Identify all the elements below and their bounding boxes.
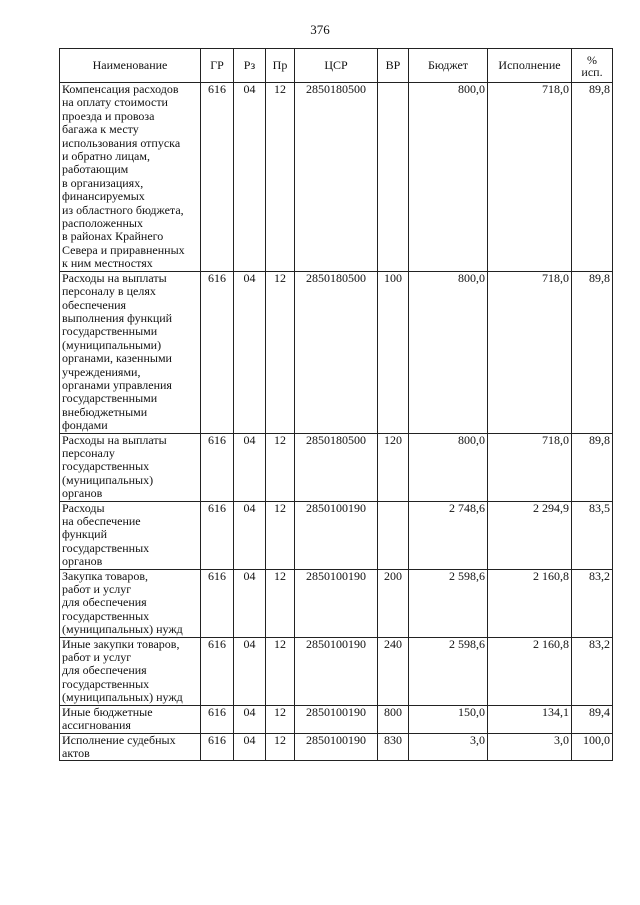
row-csr: 2850100190: [295, 733, 378, 761]
header-vr: ВР: [378, 49, 409, 83]
row-gr: 616: [201, 501, 234, 569]
row-execution: 3,0: [488, 733, 572, 761]
table-row: [60, 83, 613, 272]
row-csr: 2850180500: [295, 83, 378, 272]
header-csr: ЦСР: [295, 49, 378, 83]
row-csr: 2850100190: [295, 637, 378, 705]
row-rz: 04: [234, 637, 266, 705]
row-percent: 89,8: [572, 271, 613, 433]
row-vr: 830: [378, 733, 409, 761]
row-gr: 616: [201, 569, 234, 637]
row-name: Иные бюджетные ассигнования: [60, 705, 201, 733]
row-pr: 12: [266, 271, 295, 433]
row-csr: 2850100190: [295, 705, 378, 733]
row-name: Расходы на обеспечение функций государственных органов: [60, 501, 201, 569]
table-row: [60, 705, 613, 733]
row-rz: 04: [234, 83, 266, 272]
row-name: Закупка товаров, работ и услуг для обеспечения государственных (муниципальных) нужд: [60, 569, 201, 637]
row-vr: 100: [378, 271, 409, 433]
row-percent: 89,8: [572, 433, 613, 501]
row-pr: 12: [266, 733, 295, 761]
row-budget: 2 598,6: [409, 569, 488, 637]
row-budget: 800,0: [409, 271, 488, 433]
row-gr: 616: [201, 271, 234, 433]
row-budget: 2 748,6: [409, 501, 488, 569]
row-pr: 12: [266, 705, 295, 733]
row-execution: 718,0: [488, 271, 572, 433]
row-csr: 2850100190: [295, 501, 378, 569]
row-name: Расходы на выплаты персоналу в целях обеспечения выполнения функций государственными (муниципальными) органами, казенными учреждениями, органами управления государственными внебюджетными фондами: [60, 271, 201, 433]
row-gr: 616: [201, 733, 234, 761]
header-row: [60, 49, 613, 83]
row-rz: 04: [234, 733, 266, 761]
table-row: [60, 569, 613, 637]
row-execution: 2 294,9: [488, 501, 572, 569]
row-vr: [378, 501, 409, 569]
row-budget: 2 598,6: [409, 637, 488, 705]
row-vr: 240: [378, 637, 409, 705]
row-rz: 04: [234, 569, 266, 637]
row-budget: 800,0: [409, 83, 488, 272]
row-rz: 04: [234, 433, 266, 501]
row-execution: 2 160,8: [488, 569, 572, 637]
header-pr: Пр: [266, 49, 295, 83]
row-name: Исполнение судебных актов: [60, 733, 201, 761]
row-csr: 2850100190: [295, 569, 378, 637]
row-percent: 89,4: [572, 705, 613, 733]
row-rz: 04: [234, 705, 266, 733]
row-pr: 12: [266, 501, 295, 569]
table-row: [60, 433, 613, 501]
row-vr: 800: [378, 705, 409, 733]
row-percent: 100,0: [572, 733, 613, 761]
row-percent: 83,2: [572, 637, 613, 705]
row-execution: 718,0: [488, 83, 572, 272]
row-name: Иные закупки товаров, работ и услуг для обеспечения государственных (муниципальных) нужд: [60, 637, 201, 705]
row-rz: 04: [234, 501, 266, 569]
page-number: 376: [310, 22, 330, 37]
row-execution: 718,0: [488, 433, 572, 501]
row-pr: 12: [266, 569, 295, 637]
header-execution: Исполнение: [488, 49, 572, 83]
row-gr: 616: [201, 637, 234, 705]
budget-execution-table: [59, 48, 613, 761]
row-pr: 12: [266, 83, 295, 272]
row-vr: [378, 83, 409, 272]
table-row: [60, 271, 613, 433]
row-execution: 2 160,8: [488, 637, 572, 705]
row-name: Расходы на выплаты персоналу государственных (муниципальных) органов: [60, 433, 201, 501]
table-row: [60, 637, 613, 705]
row-gr: 616: [201, 83, 234, 272]
row-budget: 150,0: [409, 705, 488, 733]
header-gr: ГР: [201, 49, 234, 83]
row-gr: 616: [201, 433, 234, 501]
header-percent: % исп.: [572, 49, 613, 83]
row-budget: 3,0: [409, 733, 488, 761]
row-pr: 12: [266, 637, 295, 705]
row-vr: 120: [378, 433, 409, 501]
row-percent: 89,8: [572, 83, 613, 272]
row-percent: 83,2: [572, 569, 613, 637]
row-vr: 200: [378, 569, 409, 637]
header-name: Наименование: [60, 49, 201, 83]
row-percent: 83,5: [572, 501, 613, 569]
row-pr: 12: [266, 433, 295, 501]
header-budget: Бюджет: [409, 49, 488, 83]
table-row: [60, 733, 613, 761]
row-csr: 2850180500: [295, 271, 378, 433]
row-budget: 800,0: [409, 433, 488, 501]
row-name: Компенсация расходов на оплату стоимости проезда и провоза багажа к месту использования отпуска и обратно лицам, работающим в организациях, финансируемых из областного бюджета, расположенных в районах Крайнего Севера и приравненных к ним местностях: [60, 83, 201, 272]
header-rz: Рз: [234, 49, 266, 83]
table-row: [60, 501, 613, 569]
row-execution: 134,1: [488, 705, 572, 733]
row-csr: 2850180500: [295, 433, 378, 501]
row-rz: 04: [234, 271, 266, 433]
row-gr: 616: [201, 705, 234, 733]
